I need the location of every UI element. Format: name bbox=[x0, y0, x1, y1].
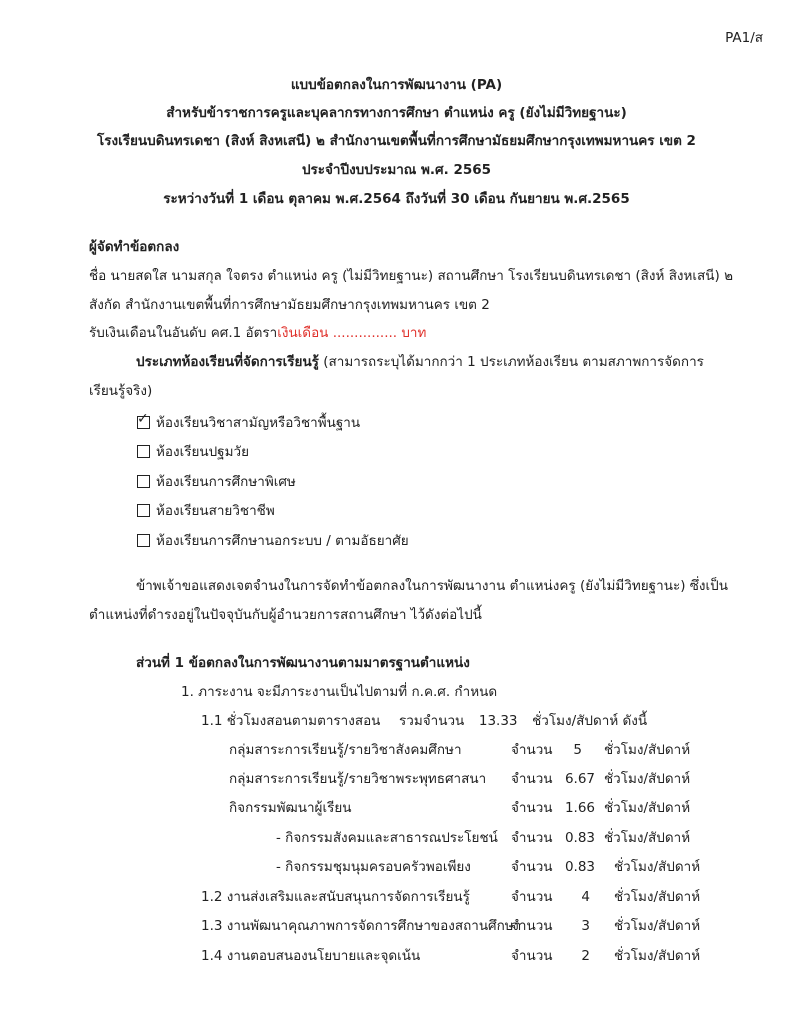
hours-unit: ชั่วโมง/สัปดาห์ bbox=[614, 889, 701, 905]
classroom-option-label: ห้องเรียนปฐมวัย bbox=[156, 444, 250, 460]
title-line-1: แบบข้อตกลงในการพัฒนางาน (PA) bbox=[290, 77, 503, 93]
classroom-option-label: ห้องเรียนวิชาสามัญหรือวิชาพื้นฐาน bbox=[156, 415, 361, 431]
hours-unit: ชั่วโมง/สัปดาห์ bbox=[604, 800, 691, 816]
checkbox-unchecked[interactable] bbox=[137, 534, 150, 547]
classroom-option[interactable] bbox=[137, 531, 409, 551]
hours-value: 3 bbox=[581, 918, 590, 934]
title-line-2: สำหรับข้าราชการครูและบุคลากรทางการศึกษา ตำแหน่ง ครู (ยังไม่มีวิทยฐานะ) bbox=[166, 105, 627, 121]
hours-unit: ชั่วโมง/สัปดาห์ bbox=[604, 771, 691, 787]
subject-label: กิจกรรมพัฒนาผู้เรียน bbox=[229, 800, 352, 816]
checkbox-checked[interactable] bbox=[137, 411, 150, 429]
hours-value: 0.83 bbox=[564, 830, 595, 846]
workload-item-1: 1. ภาระงาน จะมีภาระงานเป็นไปตามที่ ก.ค.ศ. กำหนด bbox=[181, 684, 498, 700]
salary-prefix: รับเงินเดือนในอันดับ คศ.1 อัตรา bbox=[89, 325, 278, 341]
maker-heading: ผู้จัดทำข้อตกลง bbox=[89, 239, 180, 255]
salary-placeholder: เงินเดือน ............... บาท bbox=[277, 325, 427, 341]
hours-value: 6.67 bbox=[564, 771, 595, 787]
checkbox-unchecked[interactable] bbox=[137, 504, 150, 517]
maker-name-line: ชื่อ นายสดใส นามสกุล ใจตรง ตำแหน่ง ครู (ไม่มีวิทยฐานะ) สถานศึกษา โรงเรียนบดินทรเดชา (สิงห์ สิงหเสนี) ๒ bbox=[89, 268, 733, 284]
hours-value: 0.83 bbox=[564, 859, 595, 875]
count-label: จำนวน bbox=[511, 742, 553, 758]
classroom-type-line bbox=[136, 352, 704, 372]
count-label: จำนวน bbox=[511, 771, 553, 787]
maker-affiliation-line: สังกัด สำนักงานเขตพื้นที่การศึกษามัธยมศึกษากรุงเทพมหานคร เขต 2 bbox=[89, 297, 490, 313]
hours-value: 1.66 bbox=[564, 800, 595, 816]
teaching-hours-line bbox=[201, 711, 647, 731]
teaching-hours-total-label: รวมจำนวน bbox=[399, 713, 465, 729]
count-label: จำนวน bbox=[511, 889, 553, 905]
classroom-option-label: ห้องเรียนการศึกษาพิเศษ bbox=[156, 474, 296, 490]
count-label: จำนวน bbox=[511, 859, 553, 875]
classroom-type-heading: ประเภทห้องเรียนที่จัดการเรียนรู้ bbox=[136, 354, 319, 370]
checkbox-unchecked[interactable] bbox=[137, 475, 150, 488]
hours-unit: ชั่วโมง/สัปดาห์ bbox=[614, 948, 701, 964]
workload-item-label: 1.3 งานพัฒนาคุณภาพการจัดการศึกษาของสถานศึกษา bbox=[201, 918, 522, 934]
hours-unit: ชั่วโมง/สัปดาห์ bbox=[614, 859, 701, 875]
document-code: PA1/ส bbox=[725, 30, 763, 46]
teaching-hours-unit: ชั่วโมง/สัปดาห์ ดังนี้ bbox=[532, 713, 648, 729]
title-line-5: ระหว่างวันที่ 1 เดือน ตุลาคม พ.ศ.2564 ถึงวันที่ 30 เดือน กันยายน พ.ศ.2565 bbox=[163, 191, 630, 207]
workload-item-label: 1.2 งานส่งเสริมและสนับสนุนการจัดการเรียนรู้ bbox=[201, 889, 470, 905]
subject-label: - กิจกรรมสังคมและสาธารณประโยชน์ bbox=[276, 830, 498, 846]
salary-line bbox=[89, 323, 426, 343]
count-label: จำนวน bbox=[511, 800, 553, 816]
count-label: จำนวน bbox=[511, 918, 553, 934]
classroom-option[interactable] bbox=[137, 472, 296, 492]
hours-unit: ชั่วโมง/สัปดาห์ bbox=[604, 742, 691, 758]
check-icon: ✓ bbox=[137, 411, 149, 427]
title-line-4: ประจำปีงบประมาณ พ.ศ. 2565 bbox=[301, 162, 492, 178]
declaration-line-1: ข้าพเจ้าขอแสดงเจตจำนงในการจัดทำข้อตกลงในการพัฒนางาน ตำแหน่งครู (ยังไม่มีวิทยฐานะ) ซึ่งเป็น bbox=[136, 578, 728, 594]
classroom-option-label: ห้องเรียนการศึกษานอกระบบ / ตามอัธยาศัย bbox=[156, 533, 409, 549]
checkbox-unchecked[interactable] bbox=[137, 445, 150, 458]
classroom-type-note-cont: เรียนรู้จริง) bbox=[89, 383, 153, 399]
teaching-hours-label: 1.1 ชั่วโมงสอนตามตารางสอน bbox=[201, 713, 381, 729]
hours-value: 4 bbox=[581, 889, 590, 905]
teaching-hours-total: 13.33 bbox=[478, 713, 518, 729]
hours-unit: ชั่วโมง/สัปดาห์ bbox=[604, 830, 691, 846]
count-label: จำนวน bbox=[511, 830, 553, 846]
classroom-type-note: (สามารถระบุได้มากกว่า 1 ประเภทห้องเรียน ตามสภาพการจัดการ bbox=[318, 354, 704, 370]
subject-label: - กิจกรรมชุมนุมครอบครัวพอเพียง bbox=[276, 859, 471, 875]
title-line-3: โรงเรียนบดินทรเดชา (สิงห์ สิงหเสนี) ๒ สำนักงานเขตพื้นที่การศึกษามัธยมศึกษากรุงเทพมหานคร เขต 2 bbox=[97, 133, 696, 149]
declaration-line-2: ตำแหน่งที่ดำรงอยู่ในปัจจุบันกับผู้อำนวยการสถานศึกษา ไว้ดังต่อไปนี้ bbox=[89, 607, 482, 623]
hours-value: 5 bbox=[573, 742, 582, 758]
workload-item-label: 1.4 งานตอบสนองนโยบายและจุดเน้น bbox=[201, 948, 421, 964]
classroom-option[interactable] bbox=[137, 413, 360, 433]
hours-unit: ชั่วโมง/สัปดาห์ bbox=[614, 918, 701, 934]
count-label: จำนวน bbox=[511, 948, 553, 964]
hours-value: 2 bbox=[581, 948, 590, 964]
part1-heading: ส่วนที่ 1 ข้อตกลงในการพัฒนางานตามมาตรฐานตำแหน่ง bbox=[136, 655, 470, 671]
classroom-option[interactable] bbox=[137, 501, 275, 521]
classroom-option-label: ห้องเรียนสายวิชาชีพ bbox=[156, 503, 275, 519]
subject-label: กลุ่มสาระการเรียนรู้/รายวิชาสังคมศึกษา bbox=[229, 742, 462, 758]
subject-label: กลุ่มสาระการเรียนรู้/รายวิชาพระพุทธศาสนา bbox=[229, 771, 487, 787]
classroom-option[interactable] bbox=[137, 442, 249, 462]
